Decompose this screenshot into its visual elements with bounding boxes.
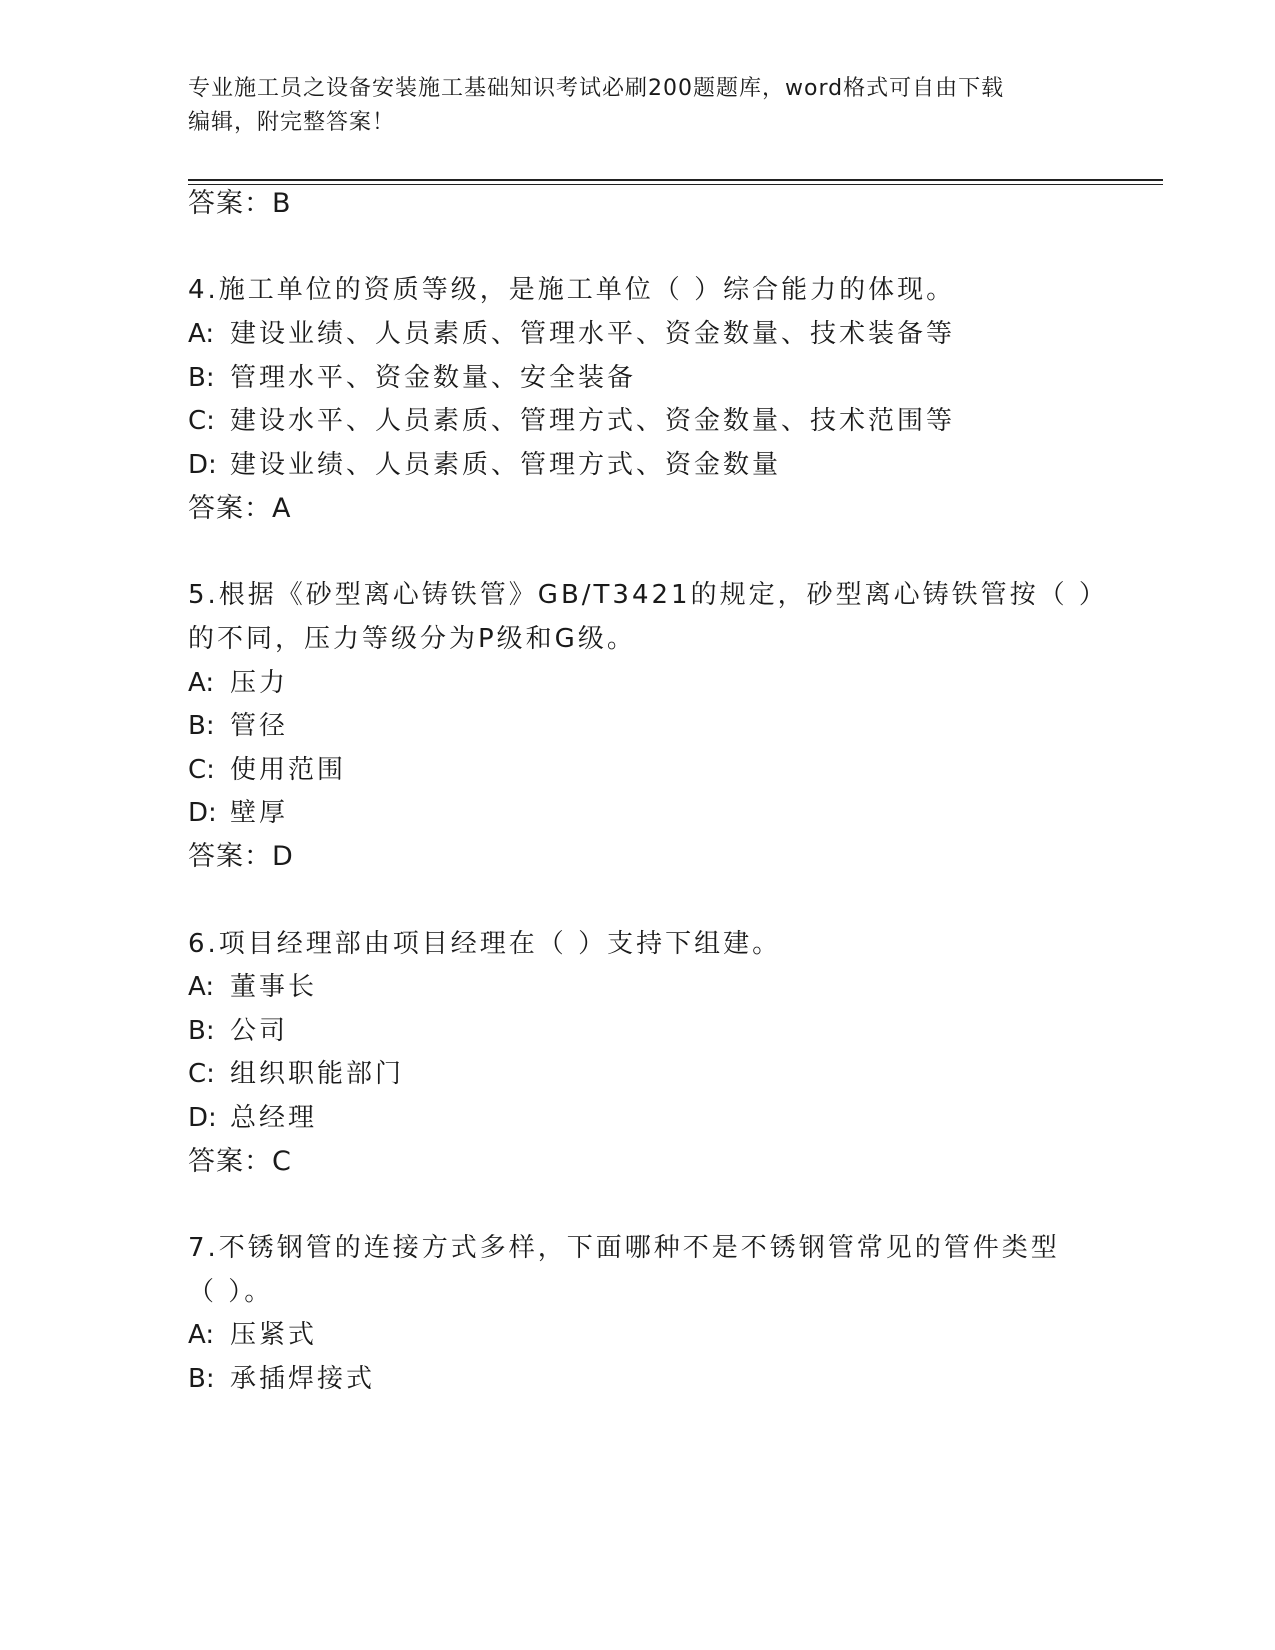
answer-line: 答案：D bbox=[188, 841, 294, 872]
answer-line: 答案：A bbox=[188, 493, 292, 524]
option-text: 董事长 bbox=[230, 972, 318, 1002]
answer-line: 答案：C bbox=[188, 1146, 292, 1177]
option-key: D: bbox=[188, 450, 217, 480]
question-stem-continued: （ ）。 bbox=[188, 1277, 274, 1307]
question-stem-continued: 的不同，压力等级分为P级和G级。 bbox=[188, 624, 636, 654]
header-title-line-1: 专业施工员之设备安装施工基础知识考试必刷200题题库，word格式可自由下载 bbox=[188, 76, 1005, 101]
option-key: A: bbox=[188, 668, 215, 698]
option-text: 公司 bbox=[230, 1016, 289, 1046]
option-key: D: bbox=[188, 1103, 217, 1133]
option-key: C: bbox=[188, 1059, 215, 1089]
option-key: B: bbox=[188, 1364, 215, 1394]
question-stem: 7.不锈钢管的连接方式多样，下面哪种不是不锈钢管常见的管件类型 bbox=[188, 1233, 1060, 1263]
option-c bbox=[188, 404, 955, 438]
option-a bbox=[188, 970, 317, 1004]
option-key: B: bbox=[188, 1016, 215, 1046]
option-text: 建设水平、人员素质、管理方式、资金数量、技术范围等 bbox=[230, 406, 956, 436]
option-b bbox=[188, 361, 636, 395]
option-text: 使用范围 bbox=[230, 755, 347, 785]
option-key: A: bbox=[188, 1320, 215, 1350]
option-text: 总经理 bbox=[230, 1103, 318, 1133]
option-text: 建设业绩、人员素质、管理水平、资金数量、技术装备等 bbox=[230, 319, 956, 349]
header-divider-thick bbox=[188, 179, 1163, 181]
option-key: B: bbox=[188, 363, 215, 393]
option-key: A: bbox=[188, 319, 215, 349]
option-b bbox=[188, 1014, 288, 1048]
option-d bbox=[188, 448, 781, 482]
header-title-line-2: 编辑，附完整答案！ bbox=[188, 110, 396, 135]
document-header bbox=[188, 72, 1088, 140]
option-text: 管径 bbox=[230, 711, 289, 741]
option-a bbox=[188, 666, 288, 700]
option-key: D: bbox=[188, 798, 217, 828]
question-stem: 4.施工单位的资质等级，是施工单位（ ）综合能力的体现。 bbox=[188, 275, 956, 305]
option-text: 压力 bbox=[230, 668, 289, 698]
option-a bbox=[188, 317, 955, 351]
header-divider-thin bbox=[188, 184, 1163, 185]
option-c bbox=[188, 753, 346, 787]
question-stem: 5.根据《砂型离心铸铁管》GB/T3421的规定，砂型离心铸铁管按（ ） bbox=[188, 580, 1108, 610]
option-key: B: bbox=[188, 711, 215, 741]
option-key: C: bbox=[188, 755, 215, 785]
option-b bbox=[188, 1362, 375, 1396]
option-text: 管理水平、资金数量、安全装备 bbox=[230, 363, 637, 393]
option-text: 建设业绩、人员素质、管理方式、资金数量 bbox=[230, 450, 782, 480]
option-key: C: bbox=[188, 406, 215, 436]
option-d bbox=[188, 1101, 317, 1135]
option-a bbox=[188, 1318, 317, 1352]
option-c bbox=[188, 1057, 404, 1091]
question-stem: 6.项目经理部由项目经理在（ ）支持下组建。 bbox=[188, 929, 782, 959]
option-text: 组织职能部门 bbox=[230, 1059, 405, 1089]
option-text: 壁厚 bbox=[230, 798, 289, 828]
option-d bbox=[188, 796, 288, 830]
option-text: 承插焊接式 bbox=[230, 1364, 376, 1394]
option-b bbox=[188, 709, 288, 743]
answer-line: 答案：B bbox=[188, 188, 292, 219]
option-key: A: bbox=[188, 972, 215, 1002]
option-text: 压紧式 bbox=[230, 1320, 318, 1350]
